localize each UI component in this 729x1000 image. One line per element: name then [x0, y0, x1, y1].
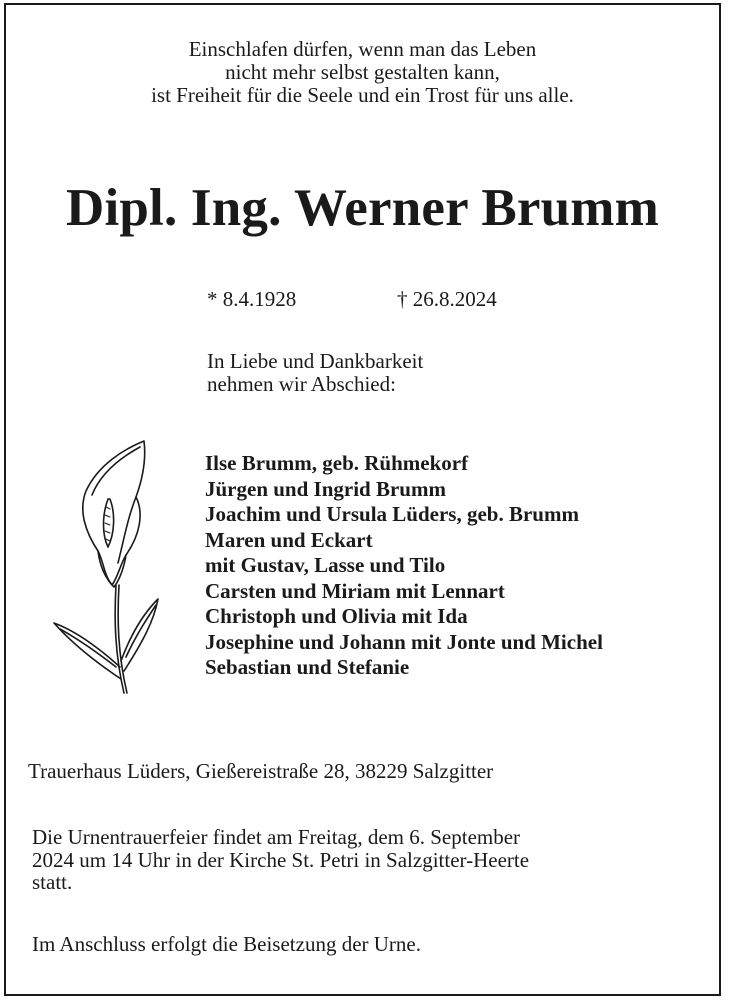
mourner-line: Ilse Brumm, geb. Rühmekorf	[205, 451, 469, 475]
obituary-notice	[4, 3, 721, 996]
farewell-line: nehmen wir Abschied:	[207, 372, 396, 396]
poem-line: ist Freiheit für die Seele und ein Trost für uns alle.	[151, 83, 574, 107]
burial-info: Im Anschluss erfolgt die Beisetzung der Urne.	[32, 932, 421, 956]
ceremony-line: statt.	[32, 870, 73, 894]
mourner-line: mit Gustav, Lasse und Tilo	[205, 553, 446, 577]
ceremony-line: 2024 um 14 Uhr in der Kirche St. Petri in Salzgitter-Heerte	[32, 847, 530, 872]
mourner-line: Carsten und Miriam mit Lennart	[205, 578, 505, 603]
mourner-line: Joachim und Ursula Lüders, geb. Brumm	[205, 502, 579, 526]
mourner-line: Sebastian und Stefanie	[205, 655, 410, 679]
farewell-line: In Liebe und Dankbarkeit	[207, 349, 424, 373]
memorial-poem	[6, 38, 719, 107]
birth-date: * 8.4.1928	[207, 287, 297, 311]
ceremony-info	[32, 826, 529, 894]
farewell-text	[207, 350, 423, 396]
poem-line: Einschlafen dürfen, wenn man das Leben	[188, 37, 537, 61]
mourning-house-address: Trauerhaus Lüders, Gießereistraße 28, 38229 Salzgitter	[28, 759, 494, 783]
mourner-line: Maren und Eckart	[205, 527, 373, 552]
mourner-line: Jürgen und Ingrid Brumm	[205, 476, 446, 501]
calla-lily-icon	[48, 435, 168, 697]
mourner-line: Josephine und Johann mit Jonte und Michel	[205, 629, 603, 654]
poem-line: nicht mehr selbst gestalten kann,	[225, 60, 500, 84]
ceremony-line: Die Urnentrauerfeier findet am Freitag, dem 6. September	[32, 825, 521, 849]
mourner-line: Christoph und Olivia mit Ida	[205, 604, 468, 628]
mourners-list	[205, 451, 603, 681]
deceased-name: Dipl. Ing. Werner Brumm	[65, 179, 660, 237]
death-date: † 26.8.2024	[397, 287, 497, 311]
